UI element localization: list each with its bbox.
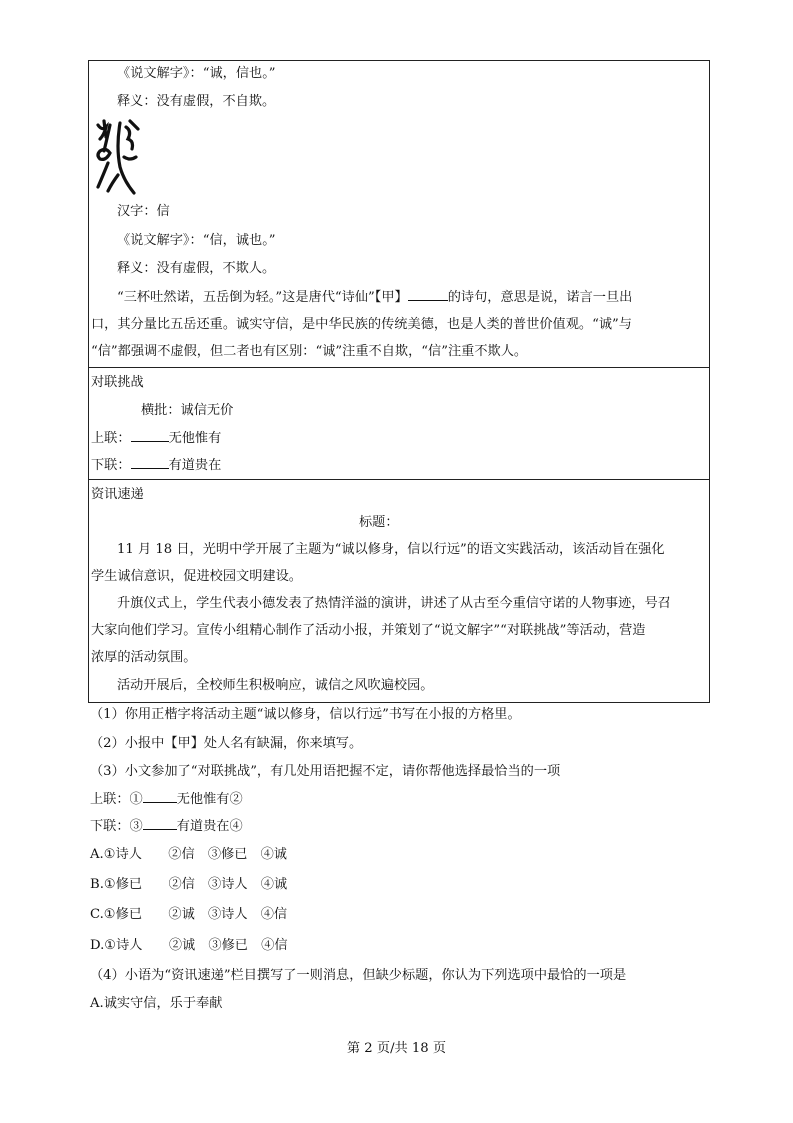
q3-shanglian-blank[interactable] <box>143 790 177 803</box>
shuowen-section <box>88 60 710 367</box>
news-p2-line2: 大家向他们学习。宣传小组精心制作了活动小报，并策划了“说文解字”“对联挑战”等活动，营造 <box>91 623 646 638</box>
q3-xialian-blank[interactable] <box>143 817 177 830</box>
news-p2-line3: 浓厚的活动氛围。 <box>91 650 197 665</box>
question-1: （1）你用正楷字将活动主题“诚以修身，信以行远”书写在小报的方格里。 <box>90 707 521 722</box>
page-footer: 第 2 页/共 18 页 <box>346 1041 447 1056</box>
seal-script-cheng-image <box>94 117 140 197</box>
news-section <box>88 479 710 703</box>
shiyi-cheng: 释义：没有虚假，不自欺。 <box>117 94 276 109</box>
question-3: （3）小文参加了“对联挑战”，有几处用语把握不定，请你帮他选择最恰当的一项 <box>90 764 561 779</box>
question-4-option-a[interactable]: A.诚实守信，乐于奉献 <box>90 996 223 1011</box>
news-p1-line2: 学生诚信意识，促进校园文明建设。 <box>91 569 302 584</box>
news-section-title: 资讯速递 <box>91 487 144 502</box>
poem-paragraph-line2: 口，其分量比五岳还重。诚实守信，是中华民族的传统美德，也是人类的普世价值观。“诚”与 <box>91 317 632 332</box>
hanzi-xin: 汉字：信 <box>117 204 170 219</box>
couplet-section <box>88 367 710 479</box>
shuowen-cheng: 《说文解字》：“诚，信也。” <box>117 66 276 81</box>
option-a[interactable]: A.①诗人 ②信 ③修已 ④诚 <box>90 847 287 862</box>
option-b[interactable]: B.①修已 ②信 ③诗人 ④诚 <box>90 877 288 892</box>
couplet-section-title: 对联挑战 <box>91 375 144 390</box>
option-c[interactable]: C.①修已 ②诚 ③诗人 ④信 <box>90 907 288 922</box>
question-4: （4）小语为“资讯速递”栏目撰写了一则消息，但缺少标题，你认为下列选项中最恰的一项是 <box>90 968 627 983</box>
xialian-blank[interactable] <box>131 456 169 469</box>
news-p3: 活动开展后，全校师生积极响应，诚信之风吹遍校园。 <box>117 678 434 693</box>
option-d[interactable]: D.①诗人 ②诚 ③修已 ④信 <box>90 938 288 953</box>
shiyi-xin: 释义：没有虚假，不欺人。 <box>117 261 276 276</box>
shanglian: 上联： 无他惟有 <box>91 431 222 446</box>
news-p1-line1: 11 月 18 日，光明中学开展了主题为“诚以修身，信以行远”的语文实践活动，该活动旨在强化 <box>117 542 665 557</box>
question-2: （2）小报中【甲】处人名有缺漏，你来填写。 <box>90 736 363 751</box>
hengpi: 横批：诚信无价 <box>141 403 234 418</box>
poem-paragraph-line3: “信”都强调不虚假，但二者也有区别：“诚”注重不自欺，“信”注重不欺人。 <box>91 344 528 359</box>
question-3-shanglian: 上联：① 无他惟有② <box>90 792 243 807</box>
question-3-xialian: 下联：③ 有道贵在④ <box>90 819 243 834</box>
news-headline-label: 标题： <box>359 515 399 530</box>
shuowen-xin: 《说文解字》：“信，诚也。” <box>117 233 276 248</box>
xialian: 下联： 有道贵在 <box>91 458 222 473</box>
news-p2-line1: 升旗仪式上，学生代表小德发表了热情洋溢的演讲，讲述了从古至今重信守诺的人物事迹，号召 <box>117 596 671 611</box>
answer-blank-jia[interactable] <box>408 288 448 301</box>
poem-paragraph-line1: “三杯吐然诺，五岳倒为轻。”这是唐代“诗仙”【甲】 的诗句，意思是说，诺言一旦出 <box>117 290 633 305</box>
shanglian-blank[interactable] <box>131 429 169 442</box>
